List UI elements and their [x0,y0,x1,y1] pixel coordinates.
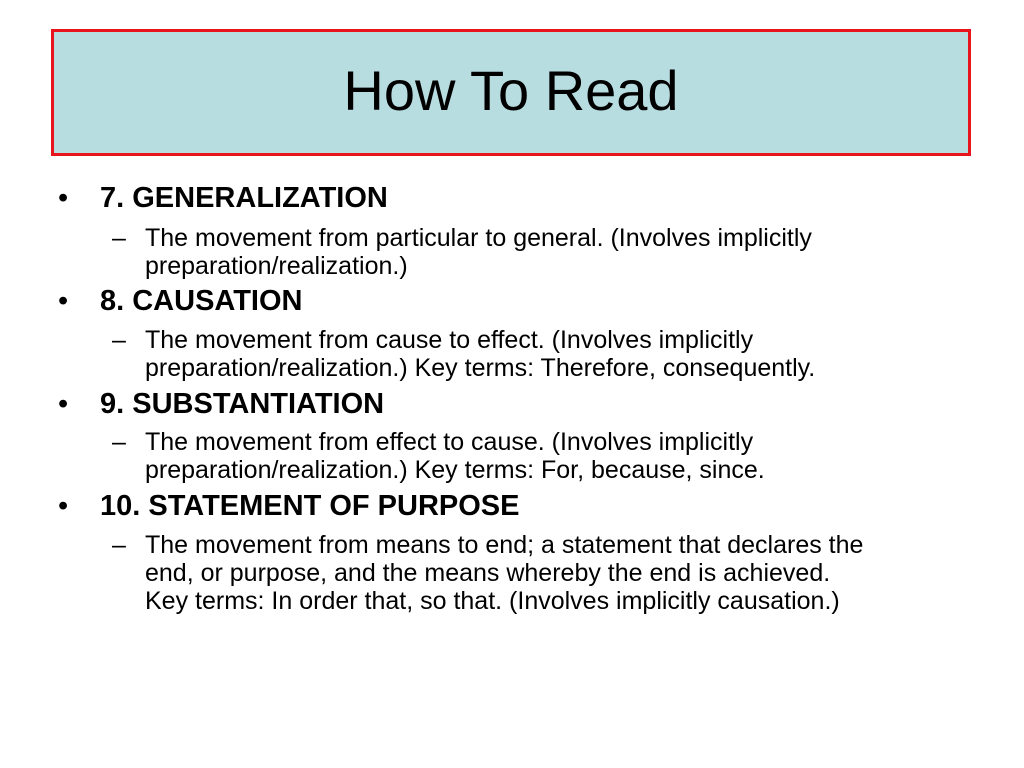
sub-item-line: The movement from cause to effect. (Involves implicitly [145,326,754,354]
bullet-heading: 10. STATEMENT OF PURPOSE [100,490,520,522]
sub-item-line: The movement from means to end; a statement that declares the [145,531,864,559]
dash-icon: – [112,428,126,456]
bullet-heading: 9. SUBSTANTIATION [100,388,385,420]
sub-item-line: preparation/realization.) [145,252,408,280]
sub-item-line: preparation/realization.) Key terms: Therefore, consequently. [145,354,816,382]
slide-title: How To Read [343,58,679,122]
bullet-icon: • [58,182,69,214]
sub-item-line: Key terms: In order that, so that. (Involves implicitly causation.) [145,587,840,615]
bullet-heading: 7. GENERALIZATION [100,182,388,214]
sub-item-line: end, or purpose, and the means whereby the end is achieved. [145,559,831,587]
dash-icon: – [112,224,126,252]
sub-item-text [145,531,975,615]
sub-item-text [145,224,975,280]
bullet-icon: • [58,490,69,522]
sub-item-line: preparation/realization.) Key terms: For, because, since. [145,456,765,484]
bullet-icon: • [58,388,69,420]
dash-icon: – [112,531,126,559]
sub-item-text [145,428,975,484]
bullet-heading: 8. CAUSATION [100,285,303,317]
sub-item-text [145,326,975,382]
sub-item-line: The movement from particular to general. (Involves implicitly [145,224,812,252]
dash-icon: – [112,326,126,354]
sub-item-line: The movement from effect to cause. (Involves implicitly [145,428,754,456]
bullet-icon: • [58,285,69,317]
